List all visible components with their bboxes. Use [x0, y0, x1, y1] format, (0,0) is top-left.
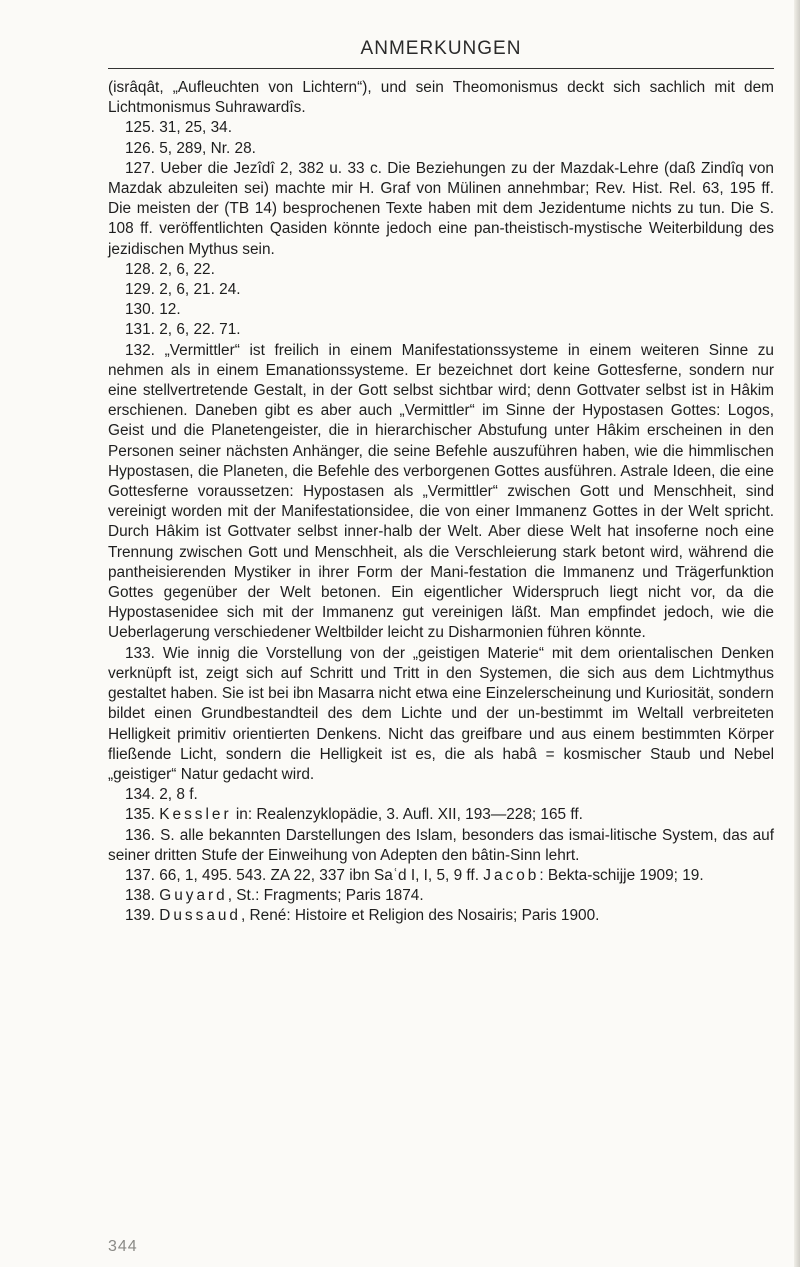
note-138 — [108, 886, 774, 906]
note-131 — [108, 320, 774, 340]
note-text: 31, 25, 34. — [159, 119, 232, 137]
note-text: Wie innig die Vorstellung von der „geistigen Materie“ mit dem orientalischen Denken verknüpft ist, zeigt sich auf Schritt und Tritt in den Systemen, die sich aus dem Lichtmythus gestaltet haben. Sie ist bei ibn Masarra nicht etwa eine Einzelerscheinung und Kuriosität, sondern bildet einen Grundbestandteil des dem Lichte und der un-bestimmt im Weltall verbreiteten Helligkeit primitiv orientierten Denkens. Nicht das greifbare und aus einem bestimmten Körper fließende Licht, sondern die Helligkeit ist es, die als habâ = kosmischer Staub und Nebel „geistiger“ Natur gedacht wird. — [108, 644, 775, 783]
note-129 — [108, 280, 774, 300]
note-author: Dussaud — [159, 907, 241, 925]
note-number: 134. — [125, 786, 155, 804]
note-number: 126. — [125, 139, 155, 157]
note-134 — [108, 785, 774, 805]
note-132 — [108, 341, 774, 644]
notes-body — [108, 78, 774, 927]
note-126 — [108, 139, 774, 159]
note-130 — [108, 300, 774, 320]
note-text: 2, 6, 21. 24. — [159, 281, 241, 299]
running-header: ANMERKUNGEN — [360, 38, 522, 59]
note-author: Guyard — [159, 887, 228, 905]
note-number: 127. — [125, 159, 155, 177]
note-text: in: Realenzyklopädie, 3. Aufl. XII, 193—228; 165 ff. — [231, 806, 583, 824]
note-125 — [108, 118, 774, 138]
note-author: Jacob — [483, 866, 540, 884]
note-136 — [108, 826, 774, 866]
note-number: 129. — [125, 281, 155, 299]
note-text: 2, 8 f. — [159, 786, 198, 804]
note-text: , René: Histoire et Religion des Nosairis; Paris 1900. — [241, 907, 600, 925]
header-rule — [108, 68, 774, 69]
note-135 — [108, 805, 774, 825]
note-text-continued: : Bekta-schijje 1909; 19. — [539, 866, 704, 884]
note-127 — [108, 159, 774, 260]
page-number: 344 — [108, 1238, 138, 1255]
note-number: 131. — [125, 321, 155, 339]
intro-paragraph: (isrâqât, „Aufleuchten von Lichtern“), und sein Theomonismus deckt sich sachlich mit dem Lichtmonismus Suhrawardîs. — [108, 79, 774, 117]
note-text: 66, 1, 495. 543. ZA 22, 337 ibn Saʿd I, I, 5, 9 ff. — [159, 866, 479, 884]
note-text: S. alle bekannten Darstellungen des Islam, besonders das ismai-litische System, das auf seiner dritten Stufe der Einweihung von Adepten den bâtin-Sinn lehrt. — [108, 826, 774, 864]
note-text: , St.: Fragments; Paris 1874. — [227, 887, 424, 905]
note-text: „Vermittler“ ist freilich in einem Manifestationssysteme in einem weiteren Sinne zu nehmen als in einem Emanationssysteme. Er bezeichnet dort keine Gottesferne, sondern nur eine stellvertretende Gestalt, in der Gott selbst sichtbar wird; denn Gottvater selbst ist in Hâkim erschienen. Daneben gibt es aber auch „Vermittler“ im Sinne der Hypostasen Gottes: Logos, Geist und die Planetengeister, die in hierarchischer Abstufung unter Hâkim erscheinen in den Personen seiner nächsten Anhänger, die seine Befehle auszuführen haben, wie die himmlischen Hypostasen, die Planeten, die Befehle des verborgenen Gottes ausführen. Astrale Ideen, die eine Gottesferne voraussetzen: Hypostasen als „Vermittler“ zwischen Gott und Menschheit, sind vereinigt worden mit der Manifestationsidee, die von einer Immanenz Gottes in der Welt spricht. Durch Hâkim ist Gottvater selbst inner-halb der Welt. Aber diese Welt hat insoferne noch eine Trennung zwischen Gott und Menschheit, als die Verschleierung stark betont wird, während die pantheisierenden Mystiker in ihrer Form der Mani-festation die Immanenz und Trägerfunktion Gottes gegenüber der Welt betonen. Ein eigentlicher Widerspruch liegt nicht vor, da die Hypostasenidee sich mit der Immanenz gut vereinigen läßt. Man empfindet jedoch, wie die Ueberlagerung verschiedener Weltbilder leicht zu Disharmonien führen könnte. — [108, 341, 774, 642]
note-number: 136. — [125, 826, 155, 844]
note-text: 5, 289, Nr. 28. — [159, 139, 256, 157]
note-text: Ueber die Jezîdî 2, 382 u. 33 c. Die Beziehungen zu der Mazdak-Lehre (daß Zindîq von Mazdak abzuleiten sei) machte mir H. Graf von Mülinen annehmbar; Rev. Hist. Rel. 63, 195 ff. Die meisten der (TB 14) besprochenen Texte haben mit dem Jezidentume nichts zu tun. Die S. 108 ff. veröffentlichten Qasiden könnte jedoch eine pan-theistisch-mystische Weiterbildung des jezidischen Mythus sein. — [108, 159, 774, 258]
note-text: 2, 6, 22. — [159, 260, 215, 278]
page-edge — [794, 0, 800, 1267]
note-text: 2, 6, 22. 71. — [159, 321, 241, 339]
note-number: 125. — [125, 119, 155, 137]
note-number: 139. — [125, 907, 155, 925]
note-author: Kessler — [159, 806, 232, 824]
note-number: 130. — [125, 301, 155, 319]
note-139 — [108, 906, 774, 926]
note-133 — [108, 644, 774, 785]
note-137 — [108, 866, 774, 886]
note-text: 12. — [159, 301, 181, 319]
note-number: 132. — [125, 341, 155, 359]
note-number: 133. — [125, 644, 155, 662]
note-number: 138. — [125, 887, 155, 905]
note-128 — [108, 260, 774, 280]
note-number: 135. — [125, 806, 155, 824]
note-number: 128. — [125, 260, 155, 278]
note-number: 137. — [125, 866, 155, 884]
page — [108, 0, 774, 927]
